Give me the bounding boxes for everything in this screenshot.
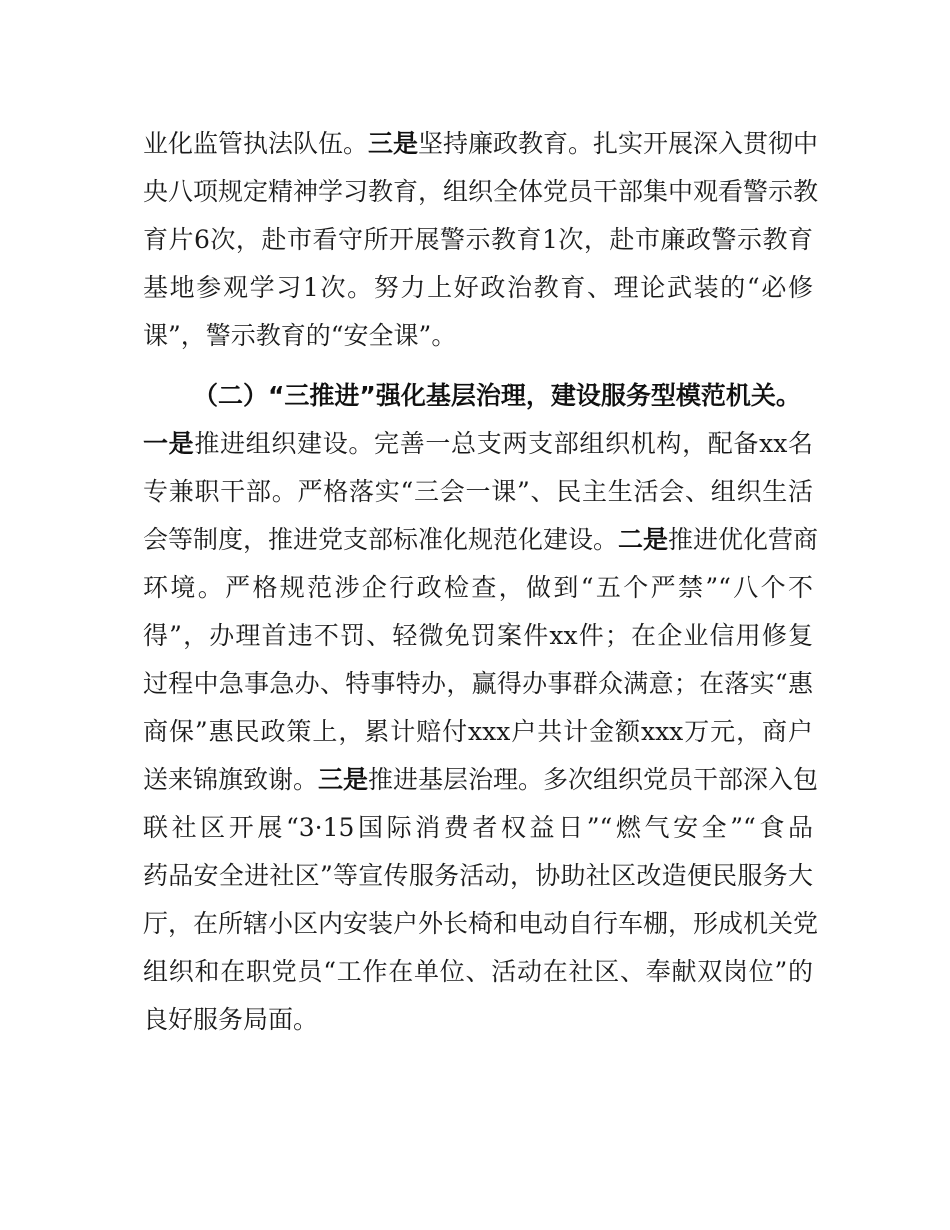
text-run: 送来锦旗致谢。 bbox=[143, 765, 319, 794]
paragraph-line: 商保”惠民政策上，累计赔付xxx户共计金额xxx万元，商户 bbox=[143, 717, 813, 746]
bold-lead-in: 三是 bbox=[318, 765, 369, 794]
section-heading: （二）“三推进”强化基层治理，建设服务型模范机关。 bbox=[193, 381, 801, 410]
bold-lead-in: 一是 bbox=[143, 429, 195, 458]
paragraph-line: 过程中急事急办、特事特办，赢得办事群众满意；在落实“惠 bbox=[143, 669, 813, 698]
bold-lead-in: 二是 bbox=[618, 525, 669, 554]
paragraph-line: 良好服务局面。 bbox=[143, 1005, 319, 1034]
paragraph-line: 环境。严格规范涉企行政检查，做到“五个严禁”“八个不 bbox=[143, 573, 813, 602]
text-run: 坚持廉政教育。扎实开展深入贯彻中 bbox=[418, 129, 819, 158]
text-run: 业化监管执法队伍。 bbox=[143, 129, 369, 158]
paragraph-line bbox=[143, 420, 813, 468]
text-run: 会等制度，推进党支部标准化规范化建设。 bbox=[143, 525, 619, 554]
paragraph-line: 育片6次，赴市看守所开展警示教育1次，赴市廉政警示教育 bbox=[143, 225, 813, 254]
bold-lead-in: 三是 bbox=[368, 129, 419, 158]
paragraph-line: 得”，办理首违不罚、轻微免罚案件xx件；在企业信用修复 bbox=[143, 621, 813, 650]
text-run: 推进优化营商 bbox=[668, 525, 819, 554]
paragraph-line: 基地参观学习1次。努力上好政治教育、理论武装的“必修 bbox=[143, 273, 813, 302]
paragraph-line: 药品安全进社区”等宣传服务活动，协助社区改造便民服务大 bbox=[143, 861, 813, 890]
paragraph-line: 专兼职干部。严格落实“三会一课”、民主生活会、组织生活 bbox=[143, 477, 813, 506]
paragraph-line: 央八项规定精神学习教育，组织全体党员干部集中观看警示教 bbox=[143, 177, 819, 206]
paragraph-line bbox=[143, 516, 819, 564]
paragraph-line: 组织和在职党员“工作在单位、活动在社区、奉献双岗位”的 bbox=[143, 957, 813, 986]
paragraph-line bbox=[143, 120, 819, 168]
paragraph-line bbox=[143, 756, 819, 804]
paragraph-line: 课”，警示教育的“安全课”。 bbox=[143, 321, 457, 350]
paragraph-line: 联社区开展“3·15国际消费者权益日”“燃气安全”“食品 bbox=[143, 813, 813, 842]
paragraph-line: 厅，在所辖小区内安装户外长椅和电动自行车棚，形成机关党 bbox=[143, 909, 819, 938]
text-run: 推进基层治理。多次组织党员干部深入包 bbox=[368, 765, 819, 794]
text-run: 推进组织建设。完善一总支两支部组织机构，配备xx名 bbox=[194, 429, 813, 458]
